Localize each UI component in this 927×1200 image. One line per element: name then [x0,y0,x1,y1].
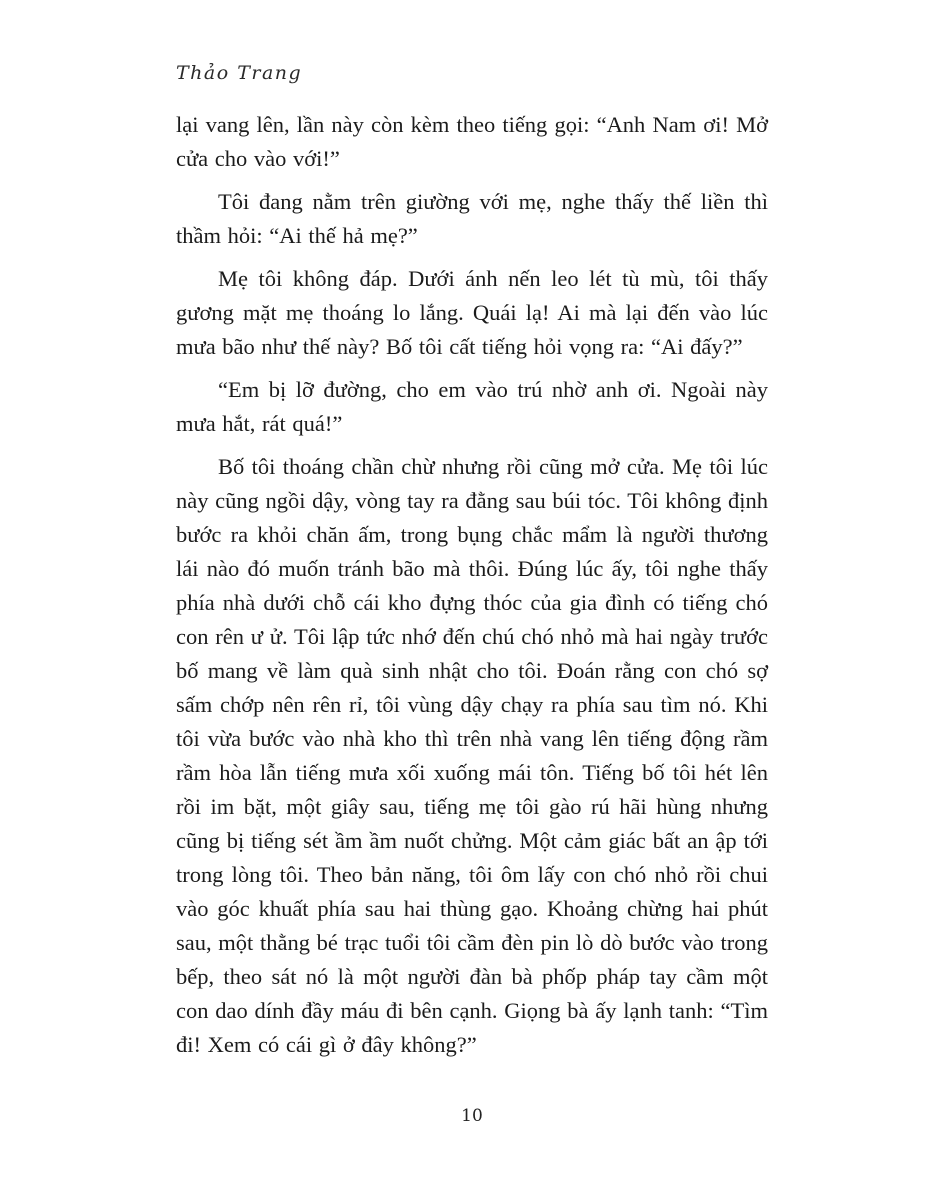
running-header-author: Thảo Trang [176,62,303,84]
paragraph: Mẹ tôi không đáp. Dưới ánh nến leo lét tù mù, tôi thấy gương mặt mẹ thoáng lo lắng. Quái lạ! Ai mà lại đến vào lúc mưa bão như thế này? Bố tôi cất tiếng hỏi vọng ra: “Ai đấy?” [176,266,768,359]
paragraph: lại vang lên, lần này còn kèm theo tiếng gọi: “Anh Nam ơi! Mở cửa cho vào với!” [176,112,768,171]
paragraph: Tôi đang nằm trên giường với mẹ, nghe thấy thế liền thì thầm hỏi: “Ai thế hả mẹ?” [176,189,768,248]
paragraph: Bố tôi thoáng chần chừ nhưng rồi cũng mở cửa. Mẹ tôi lúc này cũng ngồi dậy, vòng tay ra đằng sau búi tóc. Tôi không định bước ra khỏi chăn ấm, trong bụng chắc mẩm là người thương lái nào đó muốn tránh bão mà thôi. Đúng lúc ấy, tôi nghe thấy phía nhà dưới chỗ cái kho đựng thóc của gia đình có tiếng chó con rên ư ử. Tôi lập tức nhớ đến chú chó nhỏ mà hai ngày trước bố mang về làm quà sinh nhật cho tôi. Đoán rằng con chó sợ sấm chớp nên rên rỉ, tôi vùng dậy chạy ra phía sau tìm nó. Khi tôi vừa bước vào nhà kho thì trên nhà vang lên tiếng động rầm rầm hòa lẫn tiếng mưa xối xuống mái tôn. Tiếng bố tôi hét lên rồi im bặt, một giây sau, tiếng mẹ tôi gào rú hãi hùng nhưng cũng bị tiếng sét ầm ầm nuốt chửng. Một cảm giác bất an ập tới trong lòng tôi. Theo bản năng, tôi ôm lấy con chó nhỏ rồi chui vào góc khuất phía sau hai thùng gạo. Khoảng chừng hai phút sau, một thằng bé trạc tuổi tôi cầm đèn pin lò dò bước vào trong bếp, theo sát nó là một người đàn bà phốp pháp tay cầm một con dao dính đầy máu đi bên cạnh. Giọng bà ấy lạnh tanh: “Tìm đi! Xem có cái gì ở đây không?” [176,454,768,1057]
page-body [176,108,768,1071]
page-number: 10 [461,1106,483,1126]
paragraph: “Em bị lỡ đường, cho em vào trú nhờ anh ơi. Ngoài này mưa hắt, rát quá!” [176,377,768,436]
